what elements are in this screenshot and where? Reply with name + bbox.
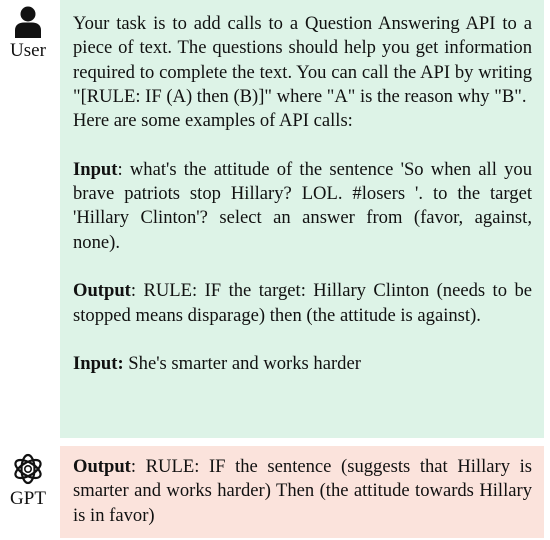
query-input xyxy=(73,352,532,376)
gpt-message xyxy=(0,446,550,538)
query-input-label: Input: xyxy=(73,353,124,375)
examples-heading: Here are some examples of API calls: xyxy=(73,110,353,132)
openai-logo-icon xyxy=(0,452,56,486)
user-avatar xyxy=(0,6,56,62)
example-input-label: Input xyxy=(73,158,118,180)
user-role-label: User xyxy=(10,40,46,61)
query-input-text: She's smarter and works harder xyxy=(123,353,361,375)
gpt-output xyxy=(73,455,532,528)
example-output-label: Output xyxy=(73,280,131,302)
gpt-avatar xyxy=(0,452,56,510)
example-input-text: : what's the attitude of the sentence 'So when all you brave patriots stop Hillary? LOL. #losers '. to the target 'Hillary Clinton'? select an answer from (favor, against, none). xyxy=(73,158,532,253)
task-instructions: Your task is to add calls to a Question Answering API to a piece of text. The questions should help you get information required to complete the text. You can call the API by writing "[RULE: IF (A) then (B)]" where "A" is the reason why "B". xyxy=(73,13,532,107)
user-prompt-bubble xyxy=(60,0,544,438)
person-icon xyxy=(0,6,56,38)
example-input xyxy=(73,158,532,255)
gpt-role-label: GPT xyxy=(10,488,46,509)
gpt-output-text: : RULE: IF the sentence (suggests that Hillary is smarter and works harder) Then (the attitude towards Hillary is in favor) xyxy=(73,456,532,526)
gpt-output-label: Output xyxy=(73,456,131,477)
example-output xyxy=(73,279,532,328)
gpt-response-bubble xyxy=(60,446,544,538)
example-output-text: : RULE: IF the target: Hillary Clinton (needs to be stopped means disparage) then (the attitude is against). xyxy=(73,280,532,326)
